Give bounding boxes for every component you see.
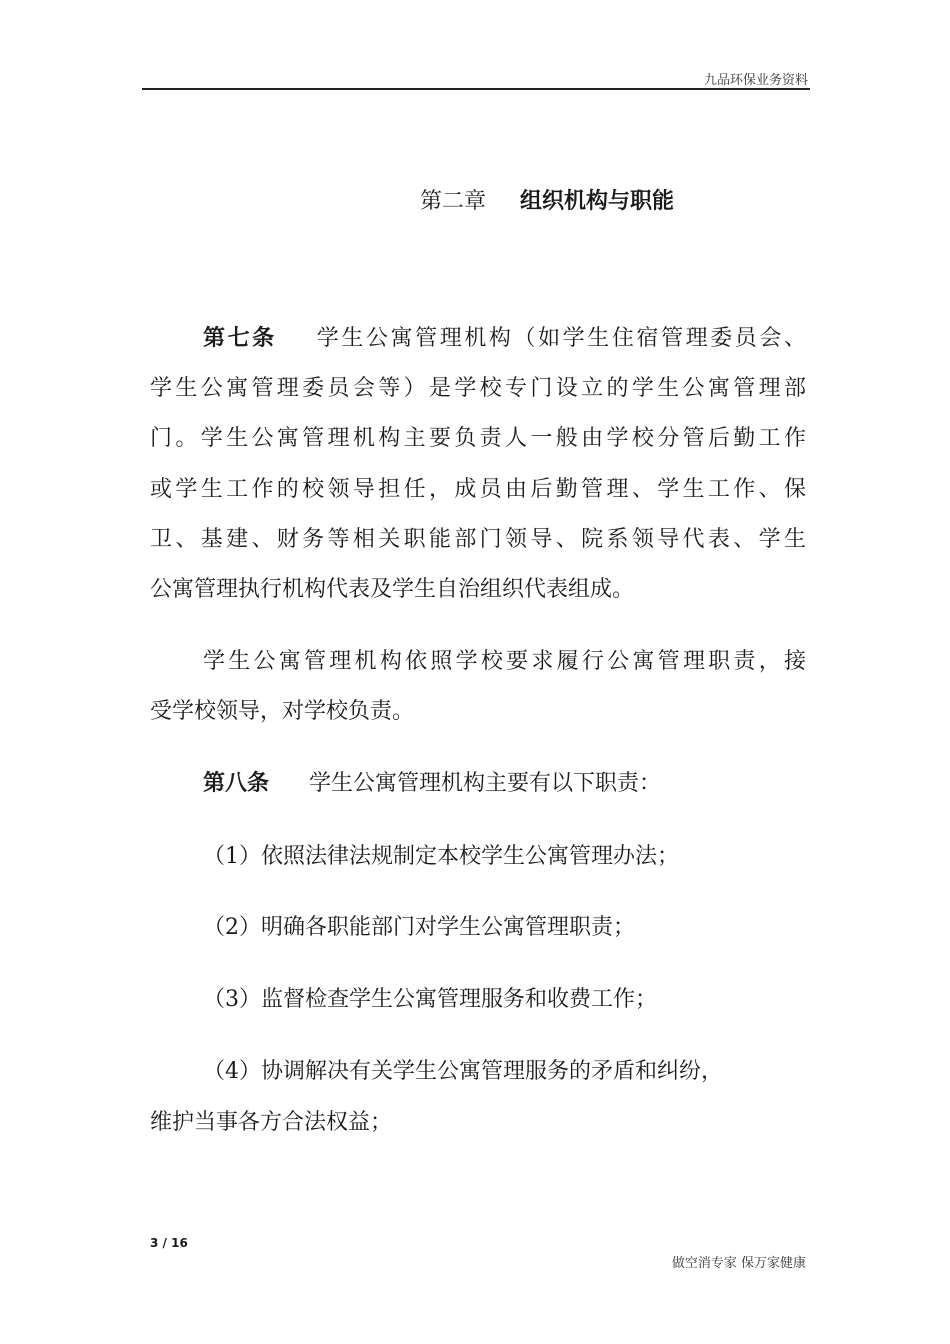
chapter-label: 第二章	[420, 189, 487, 214]
footer-slogan: 做空消专家 保万家健康	[671, 1256, 806, 1271]
article8-item-2: （2）明确各职能部门对学生公寓管理职责；	[203, 915, 635, 940]
article8-item-4-cont: 维护当事各方合法权益；	[150, 1110, 393, 1135]
article7-label: 第七条	[203, 326, 277, 351]
header-text: 九品环保业务资料	[703, 73, 808, 88]
article8-intro: 学生公寓管理机构主要有以下职责：	[309, 771, 662, 796]
header-divider	[142, 88, 810, 90]
article8-intro-line	[203, 769, 661, 799]
article7-para2-line-2: 受学校领导，对学校负责。	[150, 699, 415, 724]
chapter-name: 组织机构与职能	[520, 189, 675, 214]
article8-label: 第八条	[203, 771, 270, 796]
article7-line-4: 或学生工作的校领导担任，成员由后勤管理、学生工作、保	[150, 477, 806, 502]
article7-line-6: 公寓管理执行机构代表及学生自治组织代表组成。	[150, 577, 635, 602]
article8-item-3: （3）监督检查学生公寓管理服务和收费工作；	[203, 987, 657, 1012]
article7-text-1: 学生公寓管理机构（如学生住宿管理委员会、	[316, 326, 806, 351]
page-number: 3 / 16	[150, 1236, 188, 1250]
article7-para2-line-1: 学生公寓管理机构依照学校要求履行公寓管理职责，接	[203, 649, 806, 674]
article8-item-4: （4）协调解决有关学生公寓管理服务的矛盾和纠纷，	[203, 1059, 723, 1084]
article7-line-3: 门。学生公寓管理机构主要负责人一般由学校分管后勤工作	[150, 426, 806, 451]
article8-item-1: （1）依照法律法规制定本校学生公寓管理办法；	[203, 844, 679, 869]
article7-line-5: 卫、基建、财务等相关职能部门领导、院系领导代表、学生	[150, 527, 806, 552]
chapter-title	[420, 184, 674, 215]
article7-line-2: 学生公寓管理委员会等）是学校专门设立的学生公寓管理部	[150, 376, 806, 401]
article7-line-1	[203, 324, 806, 354]
